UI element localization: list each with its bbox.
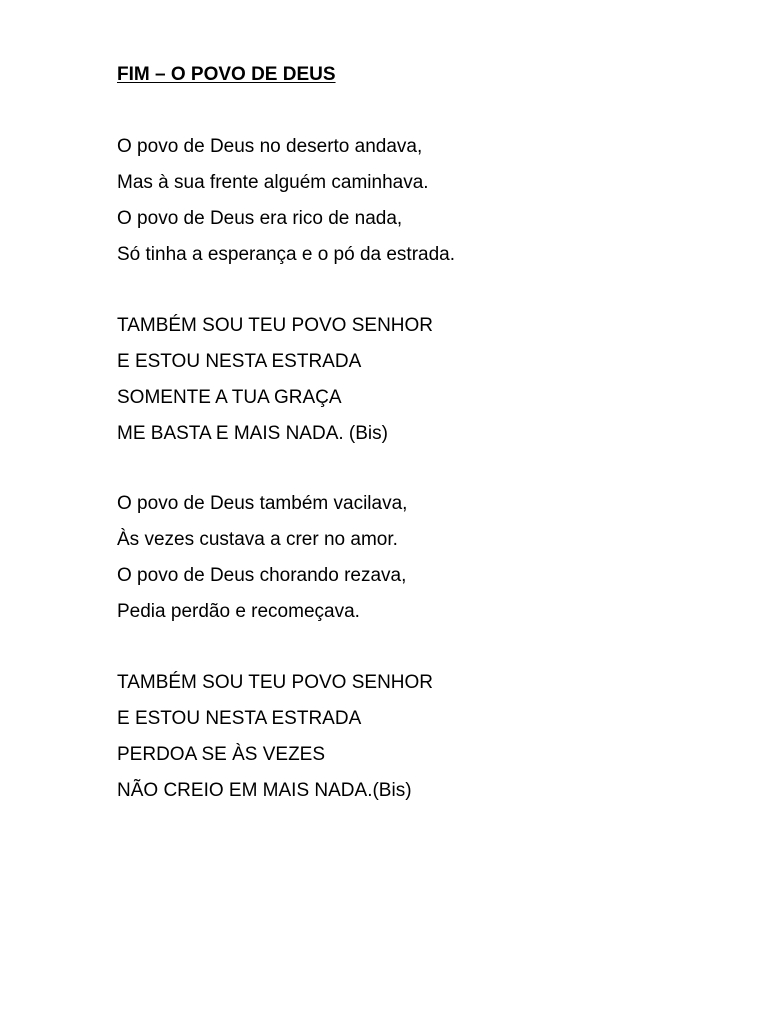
chorus-line: E ESTOU NESTA ESTRADA xyxy=(117,351,362,372)
verse-line: O povo de Deus chorando rezava, xyxy=(117,565,407,586)
chorus-1 xyxy=(117,314,433,458)
chorus-line: PERDOA SE ÀS VEZES xyxy=(117,744,326,765)
verse-line: O povo de Deus no deserto andava, xyxy=(117,136,423,157)
verse-line: Pedia perdão e recomeçava. xyxy=(117,601,360,622)
chorus-line: TAMBÉM SOU TEU POVO SENHOR xyxy=(117,315,434,336)
verse-1 xyxy=(117,135,455,279)
verse-line: Às vezes custava a crer no amor. xyxy=(117,529,398,550)
song-title: FIM – O POVO DE DEUS xyxy=(117,64,336,85)
chorus-line: E ESTOU NESTA ESTRADA xyxy=(117,708,362,729)
verse-line: O povo de Deus era rico de nada, xyxy=(117,208,403,229)
verse-line: Só tinha a esperança e o pó da estrada. xyxy=(117,244,456,265)
chorus-line: TAMBÉM SOU TEU POVO SENHOR xyxy=(117,672,434,693)
chorus-line: SOMENTE A TUA GRAÇA xyxy=(117,387,342,408)
verse-2 xyxy=(117,492,407,636)
chorus-2 xyxy=(117,671,433,815)
chorus-line: NÃO CREIO EM MAIS NADA.(Bis) xyxy=(117,780,412,801)
verse-line: O povo de Deus também vacilava, xyxy=(117,493,408,514)
verse-line: Mas à sua frente alguém caminhava. xyxy=(117,172,429,193)
chorus-line: ME BASTA E MAIS NADA. (Bis) xyxy=(117,423,388,444)
